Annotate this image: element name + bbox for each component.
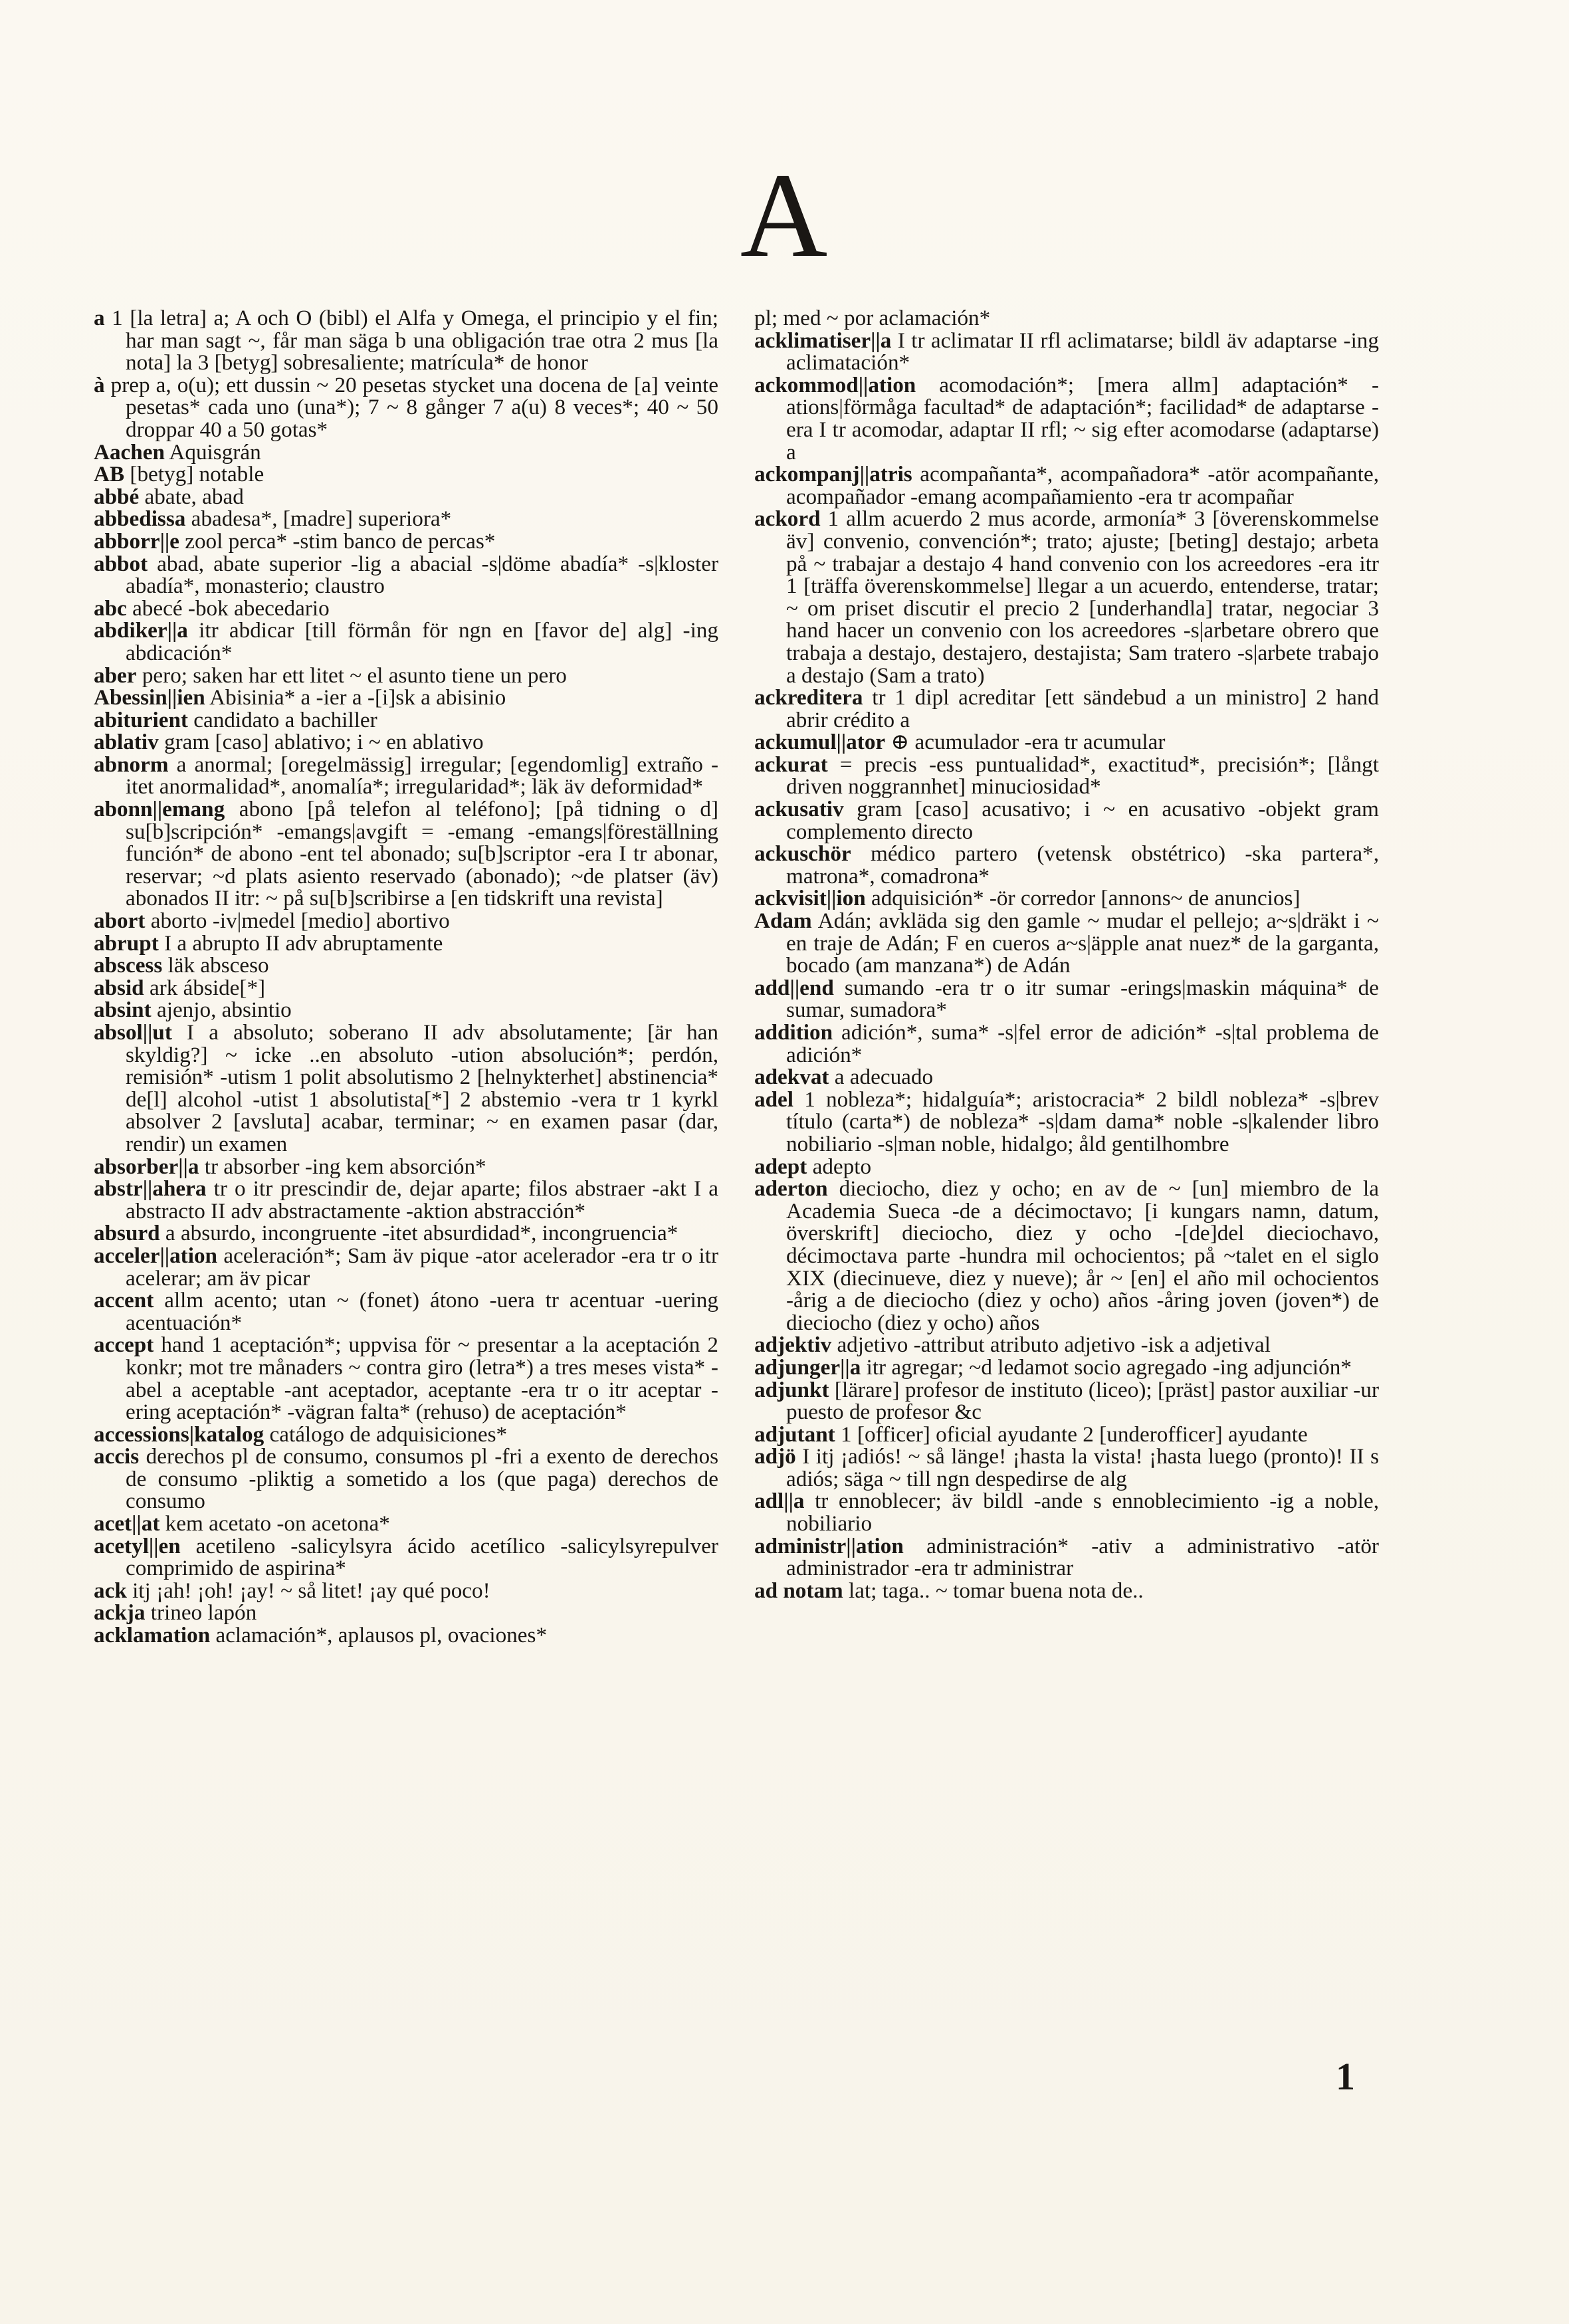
dictionary-entry — [94, 374, 718, 441]
entry-headword: ackusativ — [754, 797, 844, 822]
dictionary-entry — [754, 731, 1379, 754]
entry-definition: a absurdo, incongruente -itet absurdidad*, incongruencia* — [159, 1221, 679, 1246]
entry-definition: gram [caso] ablativo; i ~ en ablativo — [158, 730, 484, 755]
entry-headword: abbedissa — [94, 506, 186, 532]
entry-definition: [betyg] notable — [124, 462, 264, 487]
dictionary-entry — [94, 954, 718, 977]
entry-definition: adquisición* -ör corredor [annons~ de anuncios] — [865, 886, 1301, 911]
entry-headword: adel — [754, 1087, 794, 1112]
entry-definition: 1 [officer] oficial ayudante 2 [underofficer] ayudante — [835, 1422, 1308, 1447]
dictionary-entry — [94, 1513, 718, 1535]
dictionary-entry — [94, 441, 718, 464]
entry-headword: accent — [94, 1288, 154, 1313]
entry-headword: ackompanj||atris — [754, 462, 912, 487]
entry-definition: aclamación*, aplausos pl, ovaciones* — [210, 1623, 548, 1648]
dictionary-entry — [94, 619, 718, 664]
dictionary-entry — [94, 307, 718, 374]
entry-definition: derechos pl de consumo, consumos pl -fri a exento de derechos de consumo -pliktig a sometido a los (que paga) derechos de consumo — [126, 1444, 718, 1514]
dictionary-entry — [754, 1580, 1379, 1602]
entry-definition: médico partero (vetensk obstétrico) -ska partera*, matrona*, comadrona* — [786, 841, 1379, 889]
dictionary-entry — [94, 1580, 718, 1602]
entry-definition: adepto — [807, 1154, 872, 1179]
entry-definition: pero; saken har ett litet ~ el asunto tiene un pero — [136, 663, 567, 688]
dictionary-entry — [94, 999, 718, 1021]
entry-definition: = precis -ess puntualidad*, exactitud*, precisión*; [långt driven noggrannhet] minuciosidad* — [786, 752, 1379, 799]
entry-headword: add||end — [754, 975, 834, 1000]
entry-headword: Abessin||ien — [94, 685, 205, 710]
dictionary-entry — [94, 1602, 718, 1624]
entry-headword: aderton — [754, 1176, 828, 1202]
entry-headword: abiturient — [94, 707, 188, 732]
entry-definition: sumando -era tr o itr sumar -erings|maskin máquina* de sumar, sumadora* — [786, 975, 1379, 1023]
entry-definition: Adán; avkläda sig den gamle ~ mudar el pellejo; a~s|dräkt i ~ en traje de Adán; F en cueros a~s|äpple anat nuez* de la garganta, bocado (am manzana*) de Adán — [786, 908, 1379, 978]
entry-headword: ackuschör — [754, 841, 851, 867]
entry-headword: adjö — [754, 1444, 796, 1469]
dictionary-entry — [754, 687, 1379, 731]
entry-headword: abc — [94, 595, 127, 621]
entry-headword: ackreditera — [754, 685, 863, 710]
entry-headword: adjutant — [754, 1422, 835, 1447]
entry-definition: trineo lapón — [145, 1600, 257, 1626]
entry-headword: abonn||emang — [94, 797, 225, 822]
entry-definition: prep a, o(u); ett dussin ~ 20 pesetas stycket una docena de [a] veinte pesetas* cada uno (una*); 7 ~ 8 gånger 7 a(u) 8 veces*; 40 ~ 50 droppar 40 a 50 gotas* — [104, 372, 718, 442]
entry-headword: acet||at — [94, 1511, 160, 1536]
dictionary-entry — [754, 1021, 1379, 1066]
entry-headword: adekvat — [754, 1065, 829, 1090]
entry-headword: AB — [94, 462, 125, 487]
dictionary-entry — [94, 1624, 718, 1647]
dictionary-entry — [94, 1178, 718, 1222]
dictionary-entry — [94, 687, 718, 709]
entry-definition: kem acetato -on acetona* — [159, 1511, 390, 1536]
dictionary-entry — [94, 1445, 718, 1513]
entry-headword: abrupt — [94, 930, 159, 956]
entry-headword: ackumul||ator — [754, 730, 886, 755]
entry-headword: addition — [754, 1020, 833, 1045]
entry-definition: tr o itr prescindir de, dejar aparte; filos abstraer -akt I a abstracto II adv abstractamente -aktion abstracción* — [126, 1176, 718, 1223]
entry-definition: hand 1 aceptación*; uppvisa för ~ presentar a la aceptación 2 konkr; mot tre månaders ~ contra giro (letra*) a tres meses vista* -abel a aceptable -ant aceptador, aceptante -era tr o itr aceptar -ering aceptación* -vägran falta* (rehuso) de aceptación* — [126, 1332, 718, 1425]
entry-definition: ⊕ acumulador -era tr acumular — [885, 730, 1166, 755]
dictionary-entry — [754, 754, 1379, 798]
entry-definition: Aquisgrán — [164, 439, 261, 465]
dictionary-entry — [94, 1021, 718, 1156]
dictionary-entry — [754, 374, 1379, 463]
dictionary-entry — [94, 1535, 718, 1580]
entry-headword: acceler||ation — [94, 1243, 217, 1268]
dictionary-entry — [754, 1535, 1379, 1580]
entry-headword: adjunger||a — [754, 1354, 861, 1380]
entry-headword: absint — [94, 998, 152, 1023]
entry-headword: abstr||ahera — [94, 1176, 207, 1202]
dictionary-entry — [754, 843, 1379, 887]
dictionary-entry — [754, 798, 1379, 843]
entry-definition: aceleración*; Sam äv pique -ator acelerador -era tr o itr acelerar; am äv picar — [126, 1243, 718, 1291]
entry-definition: I itj ¡adiós! ~ så länge! ¡hasta la vista! ¡hasta luego (pronto)! II s adiós; säga ~ till ngn despedirse de alg — [786, 1444, 1379, 1491]
dictionary-entry — [754, 1066, 1379, 1089]
entry-definition: abecé -bok abecedario — [126, 595, 330, 621]
entry-headword: absorber||a — [94, 1154, 199, 1179]
dictionary-entry — [94, 1289, 718, 1334]
entry-definition: zool perca* -stim banco de percas* — [179, 528, 496, 554]
entry-headword: accis — [94, 1444, 140, 1469]
entry-headword: adl||a — [754, 1489, 805, 1514]
dictionary-entry — [94, 486, 718, 508]
entry-definition: a adecuado — [829, 1065, 934, 1090]
entry-headword: à — [94, 372, 105, 397]
entry-headword: accessions|katalog — [94, 1422, 264, 1447]
dictionary-entry — [754, 1356, 1379, 1379]
entry-definition: allm acento; utan ~ (fonet) átono -uera tr acentuar -uering acentuación* — [126, 1288, 718, 1335]
dictionary-entry — [94, 1222, 718, 1245]
entry-definition: abono [på telefon al teléfono]; [på tidning o d] su[b]scripción* -emangs|avgift = -emang -emangs|föreställning función* de abono -ent tel abonado; su[b]scriptor -era I tr abonar, reservar; ~d plats asiento reservado (abonado); ~de platser (äv) abonados II itr: ~ på su[b]scribirse a [en tidskrift una revista] — [126, 797, 718, 911]
entry-definition: I tr aclimatar II rfl aclimatarse; bildl äv adaptarse -ing aclimatación* — [786, 328, 1379, 375]
entry-headword: abort — [94, 908, 146, 934]
dictionary-entry — [94, 597, 718, 620]
entry-definition: läk absceso — [162, 953, 269, 978]
dictionary-entry — [94, 798, 718, 910]
entry-definition: 1 nobleza*; hidalguía*; aristocracia* 2 bildl nobleza* -s|brev título (carta*) de nobleza* -s|dam dama* noble -s|kalender libro nobiliario -s|man noble, hidalgo; åld gentilhombre — [786, 1087, 1379, 1156]
dictionary-entry — [94, 1245, 718, 1289]
dictionary-entry — [754, 1445, 1379, 1490]
entry-headword: abborr||e — [94, 528, 179, 554]
entry-definition: tr absorber -ing kem absorción* — [199, 1154, 486, 1179]
dictionary-entry — [754, 330, 1379, 374]
entry-definition: lat; taga.. ~ tomar buena nota de.. — [843, 1578, 1144, 1603]
entry-headword: aber — [94, 663, 137, 688]
entry-headword: adjunkt — [754, 1377, 829, 1402]
dictionary-entry — [754, 508, 1379, 687]
dictionary-entry — [754, 463, 1379, 508]
dictionary-entry — [754, 1424, 1379, 1446]
entry-headword: ackvisit||ion — [754, 886, 866, 911]
entry-headword: abbé — [94, 484, 140, 509]
dictionary-entry — [94, 1424, 718, 1446]
entry-headword: abnorm — [94, 752, 169, 777]
entry-headword: adept — [754, 1154, 807, 1179]
dictionary-entry — [94, 530, 718, 553]
entry-definition: abad, abate superior -lig a abacial -s|döme abadía* -s|kloster abadía*, monasterio; claustro — [126, 551, 718, 599]
section-letter: A — [740, 149, 829, 282]
entry-headword: absid — [94, 975, 144, 1000]
entry-definition: aborto -iv|medel [medio] abortivo — [145, 908, 450, 934]
entry-headword: Aachen — [94, 439, 165, 465]
entry-headword: absurd — [94, 1221, 160, 1246]
entry-definition: tr 1 dipl acreditar [ett sändebud a un ministro] 2 hand abrir crédito a — [786, 685, 1379, 732]
dictionary-entry — [94, 932, 718, 955]
dictionary-entry — [94, 754, 718, 798]
entry-headword: accept — [94, 1332, 154, 1358]
entry-headword: administr||ation — [754, 1533, 904, 1558]
entry-headword: ackurat — [754, 752, 828, 777]
dictionary-entry — [94, 709, 718, 732]
dictionary-entry — [94, 910, 718, 932]
entry-headword: abscess — [94, 953, 163, 978]
dictionary-entry — [94, 731, 718, 754]
entry-headword: acetyl||en — [94, 1533, 181, 1558]
entry-headword: a — [94, 306, 105, 330]
entry-definition: Abisinia* a -ier a -[i]sk a abisinio — [205, 685, 506, 710]
entry-headword: ackommod||ation — [754, 372, 916, 397]
entry-definition: 1 allm acuerdo 2 mus acorde, armonía* 3 [överenskommelse äv] convenio, convención*; trato; ajuste; [beting] destajo; arbeta på ~ trabajar a destajo 4 hand convenio con los acreedores -era itr 1 [träffa överenskommelse] llegar a un acuerdo, entenderse, tratar; ~ om priset discutir el precio 2 [underhandla] tratar, negociar 3 hand hacer un convenio con los acreedores -s|arbetare obrero que trabaja a destajo, destajero, destajista; Sam tratero -s|arbete trabajo a destajo (Sam a trato) — [786, 506, 1379, 688]
right-column — [754, 307, 1379, 1602]
dictionary-entry — [94, 463, 718, 486]
dictionary-entry — [94, 1334, 718, 1423]
entry-definition: candidato a bachiller — [187, 707, 377, 732]
dictionary-entry — [754, 1490, 1379, 1534]
entry-definition: gram [caso] acusativo; i ~ en acusativo -objekt gram complemento directo — [786, 797, 1379, 844]
entry-definition: ark ábside[*] — [144, 975, 266, 1000]
dictionary-entry — [754, 1178, 1379, 1334]
dictionary-entry — [94, 553, 718, 597]
entry-definition: adición*, suma* -s|fel error de adición* -s|tal problema de adición* — [786, 1020, 1379, 1067]
entry-definition: abadesa*, [madre] superiora* — [185, 506, 452, 532]
dictionary-entry — [754, 1156, 1379, 1178]
entry-headword: ackord — [754, 506, 821, 532]
entry-headword: ablativ — [94, 730, 159, 755]
entry-definition: acetileno -salicylsyra ácido acetílico -salicylsyrepulver comprimido de aspirina* — [126, 1533, 718, 1581]
entry-definition: acomodación*; [mera allm] adaptación* -ations|förmåga facultad* de adaptación*; facilidad* de adaptarse -era I tr acomodar, adaptar II rfl; ~ sig efter acomodarse (adaptarse) a — [786, 372, 1379, 465]
dictionary-entry — [94, 977, 718, 1000]
entry-headword: ackja — [94, 1600, 146, 1626]
entry-definition: adjetivo -attribut atributo adjetivo -isk a adjetival — [831, 1332, 1271, 1358]
dictionary-entry — [754, 1379, 1379, 1424]
entry-headword: acklamation — [94, 1623, 211, 1648]
dictionary-entry — [754, 887, 1379, 910]
entry-headword: abdiker||a — [94, 618, 188, 643]
entry-definition: itr abdicar [till förmån för ngn en [favor de] alg] -ing abdicación* — [126, 618, 718, 665]
dictionary-entry — [94, 665, 718, 687]
entry-headword: ack — [94, 1578, 127, 1603]
entry-definition: I a abrupto II adv abruptamente — [158, 930, 443, 956]
entry-definition: catálogo de adquisiciones* — [264, 1422, 508, 1447]
entry-definition: ajenjo, absintio — [151, 998, 292, 1023]
entry-headword: adjektiv — [754, 1332, 832, 1358]
dictionary-entry — [754, 910, 1379, 977]
entry-headword: acklimatiser||a — [754, 328, 892, 353]
dictionary-entry — [754, 1334, 1379, 1356]
entry-headword: absol||ut — [94, 1020, 172, 1045]
entry-definition: administración* -ativ a administrativo -atör administrador -era tr administrar — [786, 1533, 1379, 1581]
left-column — [94, 307, 718, 1647]
entry-definition: itr agregar; ~d ledamot socio agregado -ing adjunción* — [861, 1354, 1352, 1380]
page-number: 1 — [1336, 2055, 1355, 2098]
entry-definition: 1 [la letra] a; A och O (bibl) el Alfa y Omega, el principio y el fin; har man sagt ~, får man säga b una obligación trae otra 2 mus [la nota] la 3 [betyg] sobresaliente; matrícula* de honor — [104, 306, 718, 375]
entry-definition: dieciocho, diez y ocho; en av de ~ [un] miembro de la Academia Sueca -de a décimoctavo; [i kungars namn, datum, överskrift] dieciocho, diez y ocho -[de]del dieciochavo, décimoctava parte -hundra mil ochocientos; på ~talet en el siglo XIX (diecinueve, diez y nueve); år ~ [en] el año mil ochocientos -årig a de dieciocho (diez y ocho) años -åring joven (joven*) de dieciocho (diez y ocho) años — [786, 1176, 1379, 1335]
entry-headword: Adam — [754, 908, 812, 934]
dictionary-entry — [94, 1156, 718, 1178]
entry-definition: acompañanta*, acompañadora* -atör acompañante, acompañador -emang acompañamiento -era tr acompañar — [786, 462, 1379, 509]
entry-definition: [lärare] profesor de instituto (liceo); [präst] pastor auxiliar -ur puesto de profesor &c — [786, 1377, 1379, 1425]
dictionary-entry — [754, 977, 1379, 1021]
entry-definition: tr ennoblecer; äv bildl -ande s ennoblecimiento -ig a noble, nobiliario — [786, 1489, 1379, 1536]
entry-definition: abate, abad — [139, 484, 244, 509]
entry-definition: a anormal; [oregelmässig] irregular; [egendomlig] extraño -itet anormalidad*, anomalía*; irregularidad*; läk äv deformidad* — [126, 752, 718, 799]
entry-definition: I a absoluto; soberano II adv absolutamente; [är han skyldig?] ~ icke ..en absoluto -ution absolución*; perdón, remisión* -utism 1 polit absolutismo 2 [helnykterhet] abstinencia* de[l] alcohol -utist 1 absolutista[*] 2 abstemio -vera tr 1 kyrkl absolver 2 [avsluta] acabar, terminar; ~ en examen pasar (dar, rendir) un examen — [126, 1020, 718, 1156]
dictionary-entry — [754, 307, 1379, 330]
dictionary-entry — [754, 1089, 1379, 1156]
entry-definition: pl; med ~ por aclamación* — [754, 306, 991, 330]
entry-headword: ad notam — [754, 1578, 843, 1603]
entry-headword: abbot — [94, 551, 148, 576]
dictionary-entry — [94, 508, 718, 530]
entry-definition: itj ¡ah! ¡oh! ¡ay! ~ så litet! ¡ay qué poco! — [126, 1578, 490, 1603]
